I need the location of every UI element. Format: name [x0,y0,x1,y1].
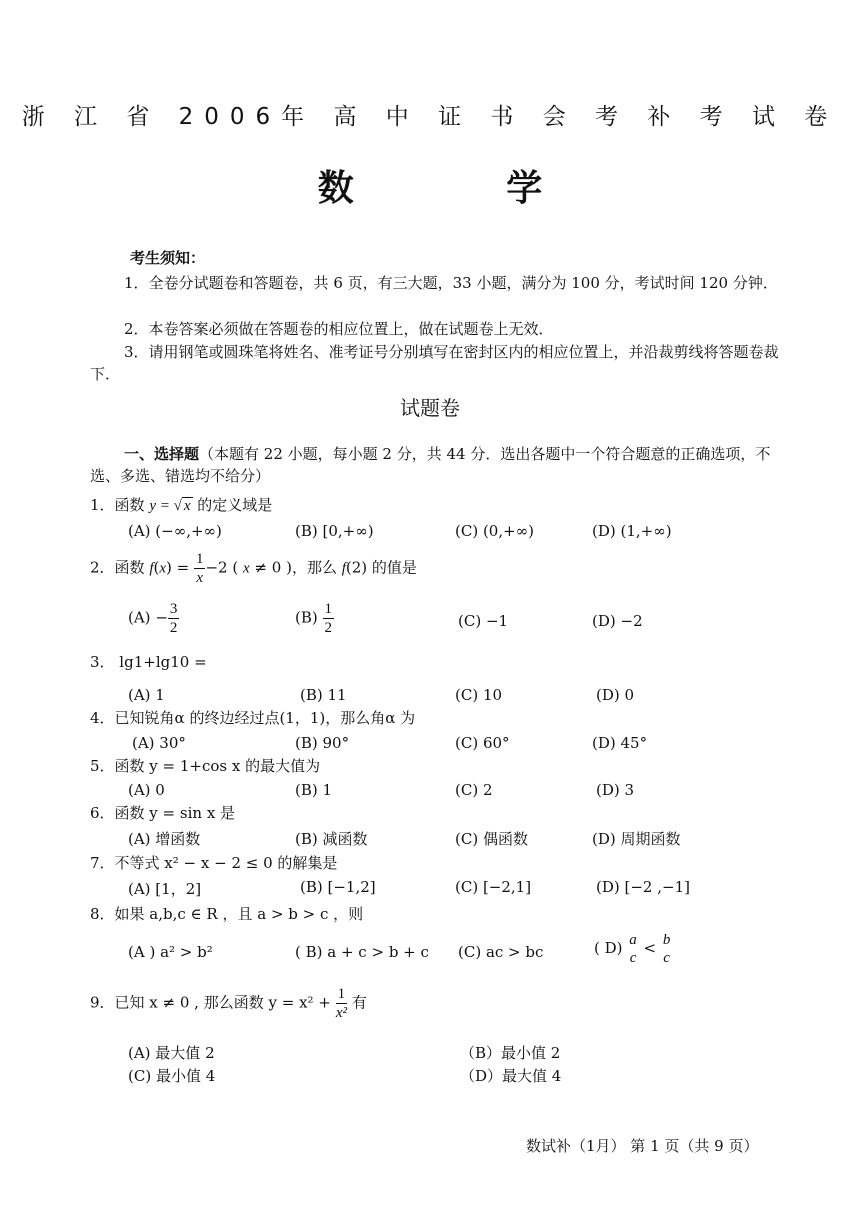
q8-stem: 8．如果 a,b,c ∈ R ，且 a > b > c ，则 [90,905,364,923]
notice-item-1: 1．全卷分试题卷和答题卷，共 6 页，有三大题，33 小题，满分为 100 分，考试时间 120 分钟． [124,274,778,292]
q6-option-d: (D) 周期函数 [592,830,681,848]
page-footer: 数试补（1月） 第 1 页（共 9 页） [526,1137,759,1155]
q9-stem: 9．已知 x ≠ 0 , 那么函数 y = x² + $\frac{1}{\text{x²}}$ 有 [90,986,367,1021]
q2-option-a: (A) − $\frac{3}{2}$ [128,601,178,636]
q4-option-d: (D) 45° [592,734,648,752]
part1-desc: （本题有 22 小题，每小题 2 分，共 44 分．选出各题中一个符合题意的正确选项，不选、多选、错选均不给分） [90,445,771,485]
q2-option-d: (D) −2 [592,612,643,630]
notice-heading: 考生须知： [130,249,206,267]
q5-stem: 5．函数 y = 1+cos x 的最大值为 [90,757,321,775]
q4-option-a: (A) 30° [132,734,186,752]
q6-option-a: (A) 增函数 [128,830,201,848]
q5-option-c: (C) 2 [455,781,493,799]
q9-option-d: （D）最大值 4 [460,1067,562,1085]
q4-stem: 4．已知锐角α 的终边经过点(1，1)，那么角α 为 [90,709,416,727]
q6-stem: 6．函数 y = sin x 是 [90,804,236,822]
q3-stem: 3． lg1+lg10 = [90,653,207,671]
q4-option-c: (C) 60° [455,734,510,752]
q7-stem: 7．不等式 x² − x − 2 ≤ 0 的解集是 [90,854,338,872]
q9-option-b: （B）最小值 2 [460,1044,561,1062]
q8-option-a: (A ) a² > b² [128,943,213,961]
q8-option-c: (C) ac > bc [458,943,544,961]
q9-option-c: (C) 最小值 4 [128,1067,216,1085]
q3-option-b: (B) 11 [300,686,347,704]
q7-option-d: (D) [−2 ,−1] [596,878,690,896]
part1-intro [90,443,790,487]
q7-option-b: (B) [−1,2] [300,878,376,896]
q7-option-c: (C) [−2,1] [455,878,532,896]
part1-heading: 一、选择题 [124,445,200,463]
q3-option-a: (A) 1 [128,686,165,704]
section-title: 试题卷 [400,396,460,420]
subject-title: 数 学 [317,168,613,209]
q5-option-b: (B) 1 [295,781,333,799]
q3-option-d: (D) 0 [596,686,635,704]
q1-option-b: (B) [0,+∞) [295,522,374,540]
notice-item-2: 2．本卷答案必须做在答题卷的相应位置上，做在试题卷上无效． [124,320,554,338]
q1-option-d: (D) (1,+∞) [592,522,672,540]
q6-option-b: (B) 减函数 [295,830,368,848]
exam-title: 浙 江 省 2006年 高 中 证 书 会 考 补 考 试 卷 [21,104,839,130]
q2-option-c: (C) −1 [458,612,509,630]
q1-stem: 1．函数 y = √ x 的定义域是 [90,496,273,514]
q5-option-a: (A) 0 [128,781,165,799]
q3-option-c: (C) 10 [455,686,503,704]
q5-option-d: (D) 3 [596,781,635,799]
q1-option-a: (A) (−∞,+∞) [128,522,222,540]
q9-option-a: (A) 最大值 2 [128,1044,215,1062]
q6-option-c: (C) 偶函数 [455,830,528,848]
q7-option-a: (A) [1，2] [128,880,202,898]
q8-option-d: ( D) a c < b c [594,932,671,966]
q2-stem: 2．函数 f(x) = $\frac{1}{x}$ −2 ( x ≠ 0 )，那么 f(2) 的值是 [90,551,417,586]
q1-option-c: (C) (0,+∞) [455,522,535,540]
q2-option-b: (B) $\frac{1}{2}$ [295,601,333,636]
q4-option-b: (B) 90° [295,734,350,752]
q8-option-b: ( B) a + c > b + c [295,943,429,961]
notice-item-3: 3．请用钢笔或圆珠笔将姓名、准考证号分别填写在密封区内的相应位置上，并沿裁剪线将答题卷裁下． [90,343,779,383]
